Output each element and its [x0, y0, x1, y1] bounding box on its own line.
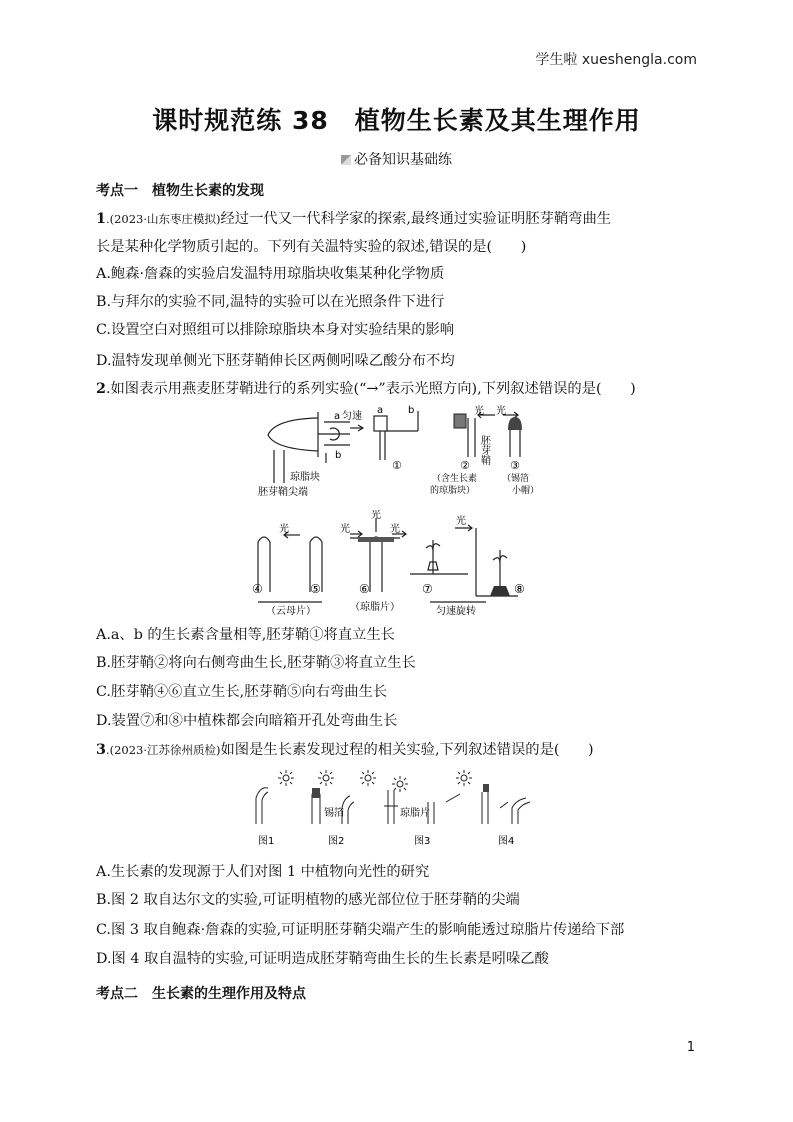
q2-number: 2 — [96, 381, 106, 397]
label-b-1: b — [408, 405, 415, 416]
page-title: 课时规范练 38 植物生长素及其生理作用 — [152, 106, 641, 135]
label-agar: 琼脂块 — [290, 472, 320, 483]
label-fig3: 图3 — [414, 836, 431, 847]
label-b: b — [335, 450, 342, 461]
label-light-8: 光 — [456, 516, 466, 527]
caption-2b: 的琼脂块） — [430, 486, 476, 496]
label-agar-sheet: 琼脂片 — [400, 808, 430, 819]
q1-option-b: B.与拜尔的实验不同,温特的实验可以在光照条件下进行 — [96, 294, 445, 310]
sun-icon-3 — [360, 770, 376, 786]
sun-icon-2 — [318, 770, 334, 786]
label-light-2: 光 — [474, 406, 484, 417]
site-watermark: 学生啦 xueshengla.com — [535, 52, 697, 68]
q2-option-c: C.胚芽鞘④⑥直立生长,胚芽鞘⑤向右弯曲生长 — [96, 684, 388, 700]
label-light-6b: 光 — [371, 510, 381, 521]
q1-option-a: A.鲍森·詹森的实验启发温特用琼脂块收集某种化学物质 — [96, 266, 445, 282]
q3-option-b: B.图 2 取自达尔文的实验,可证明植物的感光部位位于胚芽鞘的尖端 — [96, 892, 520, 908]
label-n2: ② — [460, 459, 470, 472]
agar-block-4 — [483, 784, 489, 792]
q1-stem-line2: 长是某种化学物质引起的。下列有关温特实验的叙述,错误的是( ) — [96, 239, 527, 255]
q1-stem-line1 — [96, 209, 611, 229]
agar-block-a — [374, 416, 387, 431]
label-light-4: 光 — [279, 524, 289, 535]
page-number: 1 — [686, 1040, 695, 1055]
plant-8 — [493, 550, 507, 592]
section-marker-icon — [341, 155, 351, 165]
q1-option-c: C.设置空白对照组可以排除琼脂块本身对实验结果的影响 — [96, 322, 455, 338]
label-fig4: 图4 — [498, 836, 515, 847]
q2-option-a: A.a、b 的生长素含量相等,胚芽鞘①将直立生长 — [96, 627, 395, 643]
sun-icon-1 — [278, 770, 294, 786]
q3-number: 3 — [96, 742, 106, 758]
foil-cap-3 — [312, 788, 320, 798]
label-tip: 胚芽鞘尖端 — [258, 487, 308, 498]
label-fig2: 图2 — [328, 836, 345, 847]
q3-stem — [96, 740, 594, 760]
subtitle-text: 必备知识基础练 — [354, 152, 452, 168]
caption-3b: 小帽） — [512, 486, 540, 496]
coleoptile-foil — [312, 794, 320, 824]
q3-figure — [250, 768, 550, 850]
sun-icon-4 — [392, 776, 408, 792]
agar-sheet — [358, 537, 394, 542]
pot-8 — [490, 586, 510, 596]
q2-option-b: B.胚芽鞘②将向右侧弯曲生长,胚芽鞘③将直立生长 — [96, 655, 416, 671]
label-fig1: 图1 — [258, 836, 275, 847]
label-light-6a: 光 — [340, 524, 350, 535]
q3-stem-text: 如图是生长素发现过程的相关实验,下列叙述错误的是( ) — [220, 742, 594, 758]
label-a: a — [334, 411, 341, 422]
q1-number: 1 — [96, 211, 106, 227]
coleoptile-agar — [388, 790, 394, 824]
label-light-3: 光 — [496, 406, 506, 417]
label-rotate: 匀速 — [342, 411, 362, 422]
label-a-1: a — [377, 405, 384, 416]
sun-icon-5 — [456, 770, 472, 786]
q1-stem-text: 经过一代又一代科学家的探索,最终通过实验证明胚芽鞘弯曲生 — [220, 211, 612, 227]
foil-cap-icon — [508, 417, 522, 430]
caption-6: （琼脂片） — [350, 602, 400, 613]
caption-3a: （锡箔 — [502, 474, 530, 484]
q2-figure-bottom — [250, 510, 550, 622]
label-n6: ⑥ — [359, 582, 370, 596]
label-n8: ⑧ — [514, 582, 525, 596]
label-n4: ④ — [252, 582, 263, 596]
caption-45: （云母片） — [266, 606, 316, 617]
section-heading-1: 考点一 植物生长素的发现 — [96, 183, 264, 199]
label-light-6c: 光 — [390, 524, 400, 535]
q2-stem — [96, 379, 636, 399]
q3-option-a: A.生长素的发现源于人们对图 1 中植物向光性的研究 — [96, 864, 430, 880]
agar-block-auxin — [454, 414, 466, 428]
label-foil: 锡箔 — [324, 808, 344, 819]
label-n7: ⑦ — [422, 582, 433, 596]
q3-source: .(2023·江苏徐州质检) — [105, 743, 221, 757]
section-heading-2: 考点二 生长素的生理作用及特点 — [96, 986, 306, 1002]
q3-option-c: C.图 3 取自鲍森·詹森的实验,可证明胚芽鞘尖端产生的影响能透过琼脂片传递给下部 — [96, 922, 625, 938]
coleoptile-6 — [370, 537, 382, 592]
label-coleoptile: 胚芽鞘 — [478, 435, 490, 465]
caption-78: 匀速旋转 — [436, 606, 476, 617]
coleoptile-tip-left — [268, 418, 318, 451]
label-n1: ① — [392, 459, 402, 472]
q2-option-d: D.装置⑦和⑧中植株都会向暗箱开孔处弯曲生长 — [96, 713, 398, 729]
q2-figure-top — [250, 405, 550, 505]
section-subtitle — [0, 149, 793, 169]
label-n3: ③ — [510, 459, 520, 472]
caption-2a: （含生长素 — [432, 474, 478, 484]
q1-option-d: D.温特发现单侧光下胚芽鞘伸长区两侧吲哚乙酸分布不均 — [96, 353, 455, 369]
q2-stem-text: .如图表示用燕麦胚芽鞘进行的系列实验(“→”表示光照方向),下列叙述错误的是( ) — [105, 381, 636, 397]
q3-option-d: D.图 4 取自温特的实验,可证明造成胚芽鞘弯曲生长的生长素是吲哚乙酸 — [96, 951, 549, 967]
q1-source: .(2023·山东枣庄模拟) — [105, 212, 221, 226]
label-n5: ⑤ — [310, 582, 321, 596]
